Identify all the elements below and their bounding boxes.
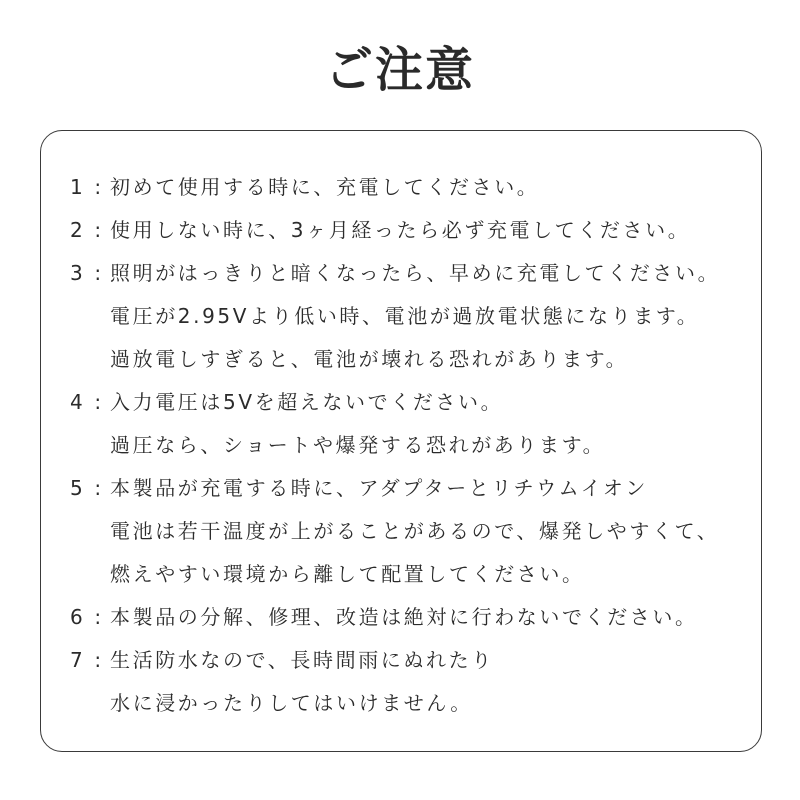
notice-line-continued — [70, 424, 770, 467]
notice-line-continued — [70, 338, 770, 381]
notice-line-continued — [70, 553, 770, 596]
item-text: 電圧が2.95Vより低い時、電池が過放電状態になります。 — [110, 304, 700, 328]
notice-line — [70, 639, 770, 682]
item-number: 7 — [70, 648, 86, 672]
item-number: 6 — [70, 605, 86, 629]
item-number: 3 — [70, 261, 86, 285]
item-separator: : — [94, 648, 104, 672]
notice-item-6 — [70, 596, 770, 639]
item-text: 過圧なら、ショートや爆発する恐れがあります。 — [110, 433, 606, 457]
item-text: 水に浸かったりしてはいけません。 — [110, 691, 473, 715]
notice-item-1 — [70, 166, 770, 209]
item-text: 電池は若干温度が上がることがあるので、爆発しやすくて、 — [110, 519, 720, 543]
notice-item-5 — [70, 467, 770, 596]
notice-item-2 — [70, 209, 770, 252]
notice-item-3 — [70, 252, 770, 381]
item-number: 5 — [70, 476, 86, 500]
item-text: 本製品の分解、修理、改造は絶対に行わないでください。 — [110, 605, 698, 629]
notice-line — [70, 252, 770, 295]
notice-line — [70, 596, 770, 639]
item-text: 入力電圧は5Vを超えないでください。 — [110, 390, 504, 414]
item-text: 使用しない時に、3ヶ月経ったら必ず充電してください。 — [110, 218, 691, 242]
notice-line — [70, 467, 770, 510]
item-number: 1 — [70, 175, 86, 199]
notice-line — [70, 381, 770, 424]
notice-line-continued — [70, 682, 770, 725]
notice-item-4 — [70, 381, 770, 467]
item-text: 本製品が充電する時に、アダプターとリチウムイオン — [110, 476, 648, 500]
notice-line — [70, 209, 770, 252]
item-number: 2 — [70, 218, 86, 242]
item-separator: : — [94, 261, 104, 285]
item-separator: : — [94, 175, 104, 199]
item-text: 過放電しすぎると、電池が壊れる恐れがあります。 — [110, 347, 629, 371]
notice-line — [70, 166, 770, 209]
item-text: 生活防水なので、長時間雨にぬれたり — [110, 648, 494, 672]
notice-line-continued — [70, 510, 770, 553]
notice-list — [70, 166, 770, 725]
item-separator: : — [94, 476, 104, 500]
item-separator: : — [94, 605, 104, 629]
item-separator: : — [94, 218, 104, 242]
item-text: 燃えやすい環境から離して配置してください。 — [110, 562, 585, 586]
item-separator: : — [94, 390, 104, 414]
item-number: 4 — [70, 390, 86, 414]
item-text: 照明がはっきりと暗くなったら、早めに充電してください。 — [110, 261, 721, 285]
notice-item-7 — [70, 639, 770, 725]
item-text: 初めて使用する時に、充電してください。 — [110, 175, 540, 199]
page-title: ご注意 — [324, 42, 475, 98]
notice-line-continued — [70, 295, 770, 338]
